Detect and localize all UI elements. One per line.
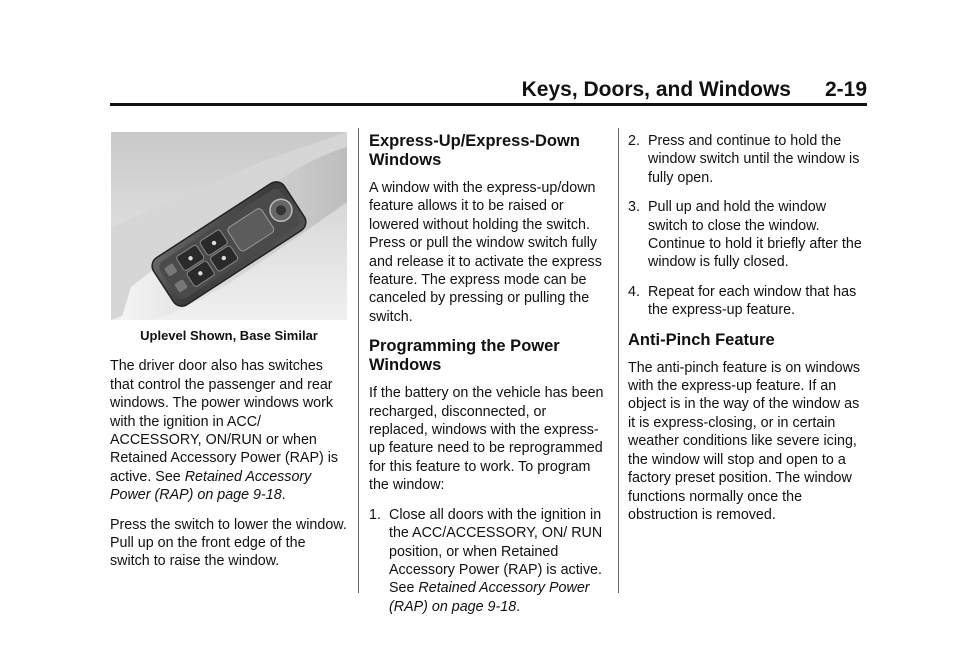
- section-heading: Programming the Power Windows: [369, 337, 560, 375]
- page-number: 2-19: [824, 78, 867, 101]
- step-text: Close all doors with the ignition in the ACC/ACCESSORY, ON/ RUN position, or when Retained Accessory Power (RAP) is active. See: [389, 506, 603, 597]
- paragraph-text: The driver door also has switches that control the passenger and rear windows. The power windows work with the ignition in ACC/ ACCESSORY, ON/RUN or when Retained Accessory Power (RAP) is active. See: [110, 358, 339, 485]
- step-number: 1.: [369, 506, 381, 523]
- cross-reference: Retained Accessory Power (RAP) on page 9-18: [389, 580, 590, 615]
- list-item: [628, 283, 868, 320]
- header-rule: [110, 103, 867, 106]
- steps-list: [369, 506, 609, 616]
- step-text: Pull up and hold the window switch to close the window. Continue to hold it briefly after the window is fully closed.: [648, 199, 862, 271]
- paragraph: A window with the express-up/down feature allows it to be raised or lowered without holding the switch. Press or pull the window switch fully and release it to activate the express feature. The express mode can be canceled by pressing or pulling the switch.: [369, 180, 602, 325]
- column-1: [110, 132, 348, 582]
- step-text: .: [516, 598, 521, 615]
- step-number: 2.: [628, 133, 640, 149]
- list-item: [628, 132, 868, 187]
- section-heading: Anti-Pinch Feature: [628, 330, 775, 349]
- page-header: [110, 76, 867, 106]
- section-heading: Express-Up/Express-Down Windows: [369, 132, 580, 169]
- window-switch-illustration: [111, 132, 347, 320]
- step-number: 4.: [628, 283, 640, 300]
- column-divider: [618, 128, 619, 593]
- cross-reference: Retained Accessory Power (RAP) on page 9-18: [110, 468, 312, 504]
- column-divider: [358, 128, 359, 593]
- paragraph-text: .: [281, 487, 286, 504]
- paragraph: Press the switch to lower the window. Pull up on the front edge of the switch to raise the window.: [110, 516, 347, 570]
- list-item: [628, 198, 868, 272]
- paragraph: The anti-pinch feature is on windows with the express-up feature. If an object is in the way of the window as it is express-closing, or in certain weather conditions like severe icing, the window will stop and open to a factory preset position. The window functions normally once the obstruction is removed.: [628, 359, 861, 523]
- column-3: [628, 132, 868, 535]
- step-text: Press and continue to hold the window switch until the window is fully open.: [648, 133, 860, 186]
- paragraph: [110, 357, 348, 504]
- step-text: Repeat for each window that has the express-up feature.: [648, 283, 857, 319]
- step-number: 3.: [628, 199, 640, 216]
- list-item: [369, 506, 609, 616]
- steps-list: [628, 132, 868, 320]
- section-title: Keys, Doors, and Windows: [521, 78, 791, 101]
- paragraph: If the battery on the vehicle has been recharged, disconnected, or replaced, windows with the express-up feature need to be reprogrammed for this feature to work. To program the window:: [369, 385, 604, 494]
- window-switch-figure: [111, 132, 347, 320]
- figure-caption: Uplevel Shown, Base Similar: [140, 328, 318, 343]
- column-2: [369, 132, 609, 627]
